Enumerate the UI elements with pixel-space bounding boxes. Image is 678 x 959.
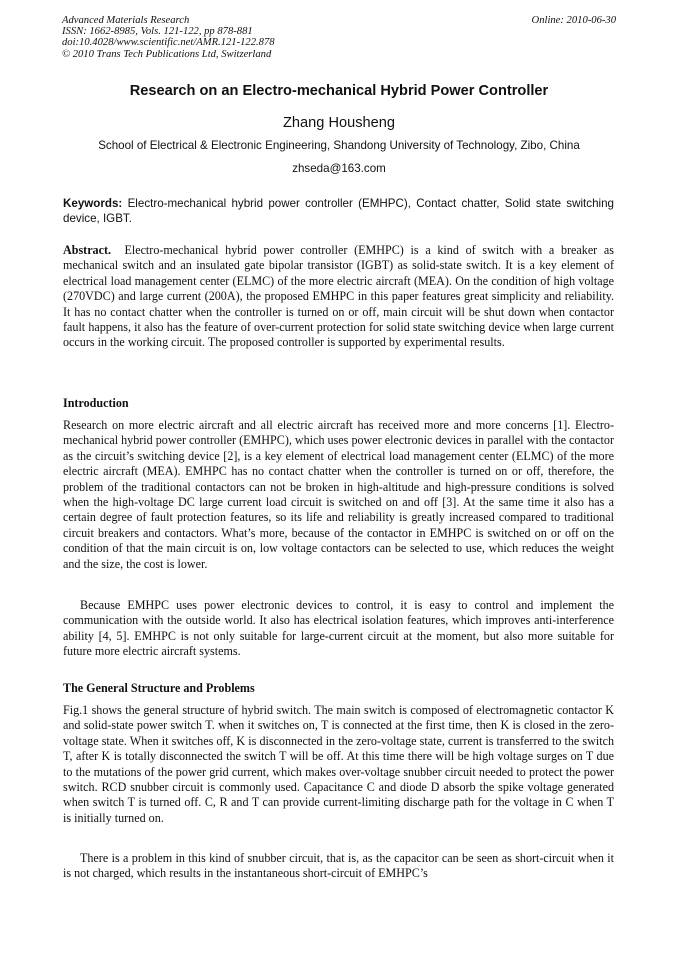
keywords-text: Electro-mechanical hybrid power controller (EMHPC), Contact chatter, Solid state switching device, IGBT. (63, 197, 614, 225)
issn-line: ISSN: 1662-8985, Vols. 121-122, pp 878-881 (62, 26, 253, 38)
copyright-line: © 2010 Trans Tech Publications Ltd, Switzerland (62, 48, 272, 60)
abstract-text: Electro-mechanical hybrid power controller (EMHPC) is a kind of switch with a breaker as mechanical switch and an insulated gate bipolar transistor (IGBT) as solid-state switch. It is a key element of electrical load management center (ELMC) of the more electric aircraft (MEA). On the condition of high voltage (270VDC) and large current (200A), the proposed EMHPC in this paper features great simplicity and reliability. It has no contact chatter when the controller is turned on or off, main circuit will be shut down when contactor fault happens, it also has the feature of over-current protection for solid state switching device when large current occurs in the working circuit. The proposed controller is supported by experimental results. (63, 243, 614, 350)
online-date: Online: 2010-06-30 (531, 15, 616, 26)
author-affiliation: School of Electrical & Electronic Engineering, Shandong University of Technology, Zibo, China (98, 139, 580, 152)
general-structure-paragraph-1: Fig.1 shows the general structure of hybrid switch. The main switch is composed of electromagnetic contactor K and solid-state power switch T. when it switches on, T is connected at the first time, then K is closed in the zero-voltage state. When it switches off, K is disconnected in the zero-voltage state, current is transferred to the switch T, after K is totally disconnected the switch T will be off. At this time there will be high voltage surges on T due to the mutations of the power grid current, which makes over-voltage snubber circuit needed to protect the power switch. RCD snubber circuit is commonly used. Capacitance C and diode D absorb the spike voltage generated when switch T is turned off. C, R and T can provide current-limiting discharge path for the voltage in C when T is initially turned on. (63, 703, 614, 825)
general-structure-paragraph-2: There is a problem in this kind of snubber circuit, that is, as the capacitor can be seen as short-circuit when it is not charged, which results in the instantaneous short-circuit of EMHPC’s (63, 851, 614, 881)
journal-header (62, 15, 616, 60)
paper-title: Research on an Electro-mechanical Hybrid Power Controller (129, 83, 549, 99)
author-email: zhseda@163.com (292, 162, 386, 175)
keywords-label: Keywords: (63, 197, 123, 210)
abstract (63, 243, 614, 351)
author-name: Zhang Housheng (283, 115, 395, 131)
introduction-paragraph-2: Because EMHPC uses power electronic devices to control, it is easy to control and implement the communication with the outside world. It also has electrical isolation features, which improves anti-interference ability [4, 5]. EMHPC is not only suitable for large-current circuit at the moment, but also more suitable for future more electric aircraft systems. (63, 598, 614, 659)
journal-name: Advanced Materials Research (62, 15, 190, 26)
general-structure-heading: The General Structure and Problems (63, 681, 255, 695)
introduction-paragraph-1: Research on more electric aircraft and all electric aircraft has received more and more concerns [1]. Electro-mechanical hybrid power controller (EMHPC), which uses power electronic devices in parallel with the contactor as the circuit’s switching device [2], is a key element of electrical load management center (ELMC) of the more electric aircraft (MEA). EMHPC has no contact chatter when the controller is turned on or off, therefore, the problem of the traditional contactors can not be broken in high-altitude and high-pressure conditions is solved when the high-voltage DC large current load circuit is switched on and off [3]. At the same time it also has a certain degree of fault protection features, so its life and reliability is greatly increased compared to traditional circuit breakers and contactors. What’s more, because of the contactor in EMHPC is switched on or off on the condition of that the main circuit is on, low voltage contactors can be selected to use, which reduces the weight and the size, the cost is lower. (63, 418, 614, 571)
doi-line: doi:10.4028/www.scientific.net/AMR.121-122.878 (62, 37, 275, 49)
keywords (63, 196, 614, 226)
abstract-label: Abstract. (63, 243, 112, 257)
introduction-heading: Introduction (63, 396, 129, 410)
